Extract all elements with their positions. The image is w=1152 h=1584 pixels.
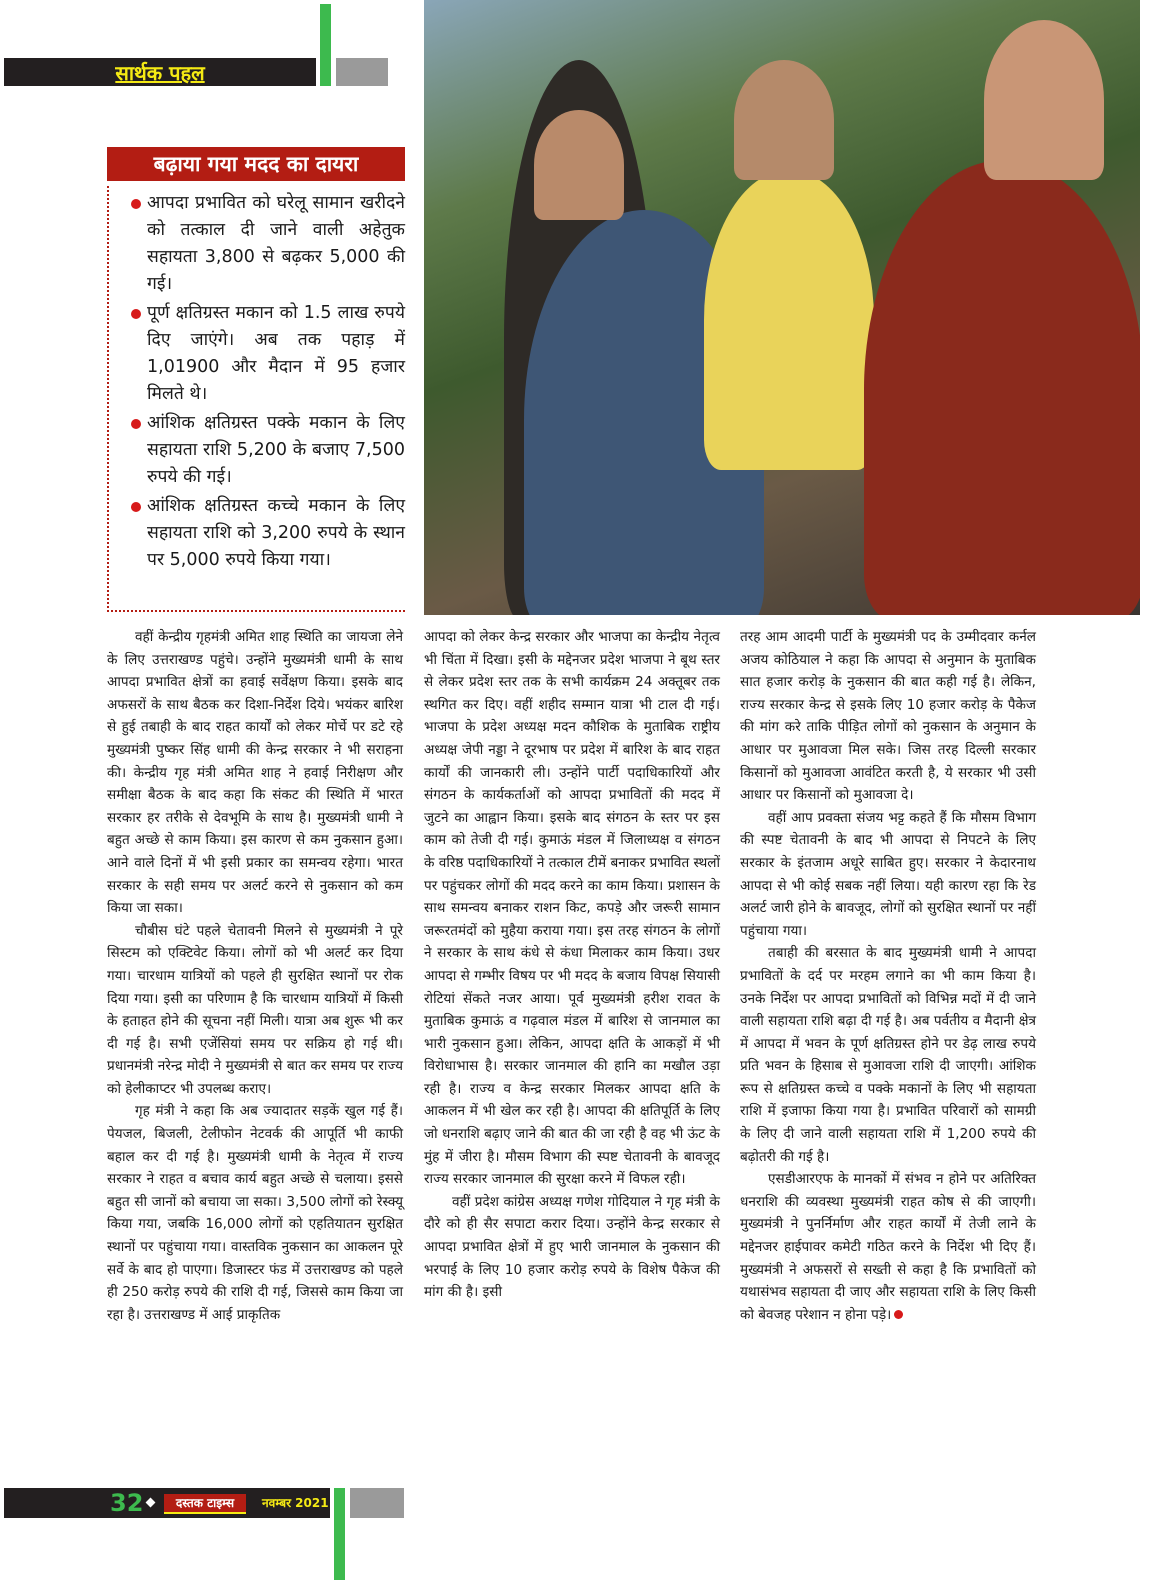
bullet-dot-icon [131, 419, 141, 429]
article-column-2 [424, 626, 720, 1304]
footer-bar [4, 1488, 330, 1518]
sidebox-bullet: आंशिक क्षतिग्रस्त पक्के मकान के लिए सहायता राशि 5,200 के बजाए 7,500 रुपये की गई। [129, 410, 405, 491]
section-header-bar [4, 58, 316, 86]
paragraph: वहीं प्रदेश कांग्रेस अध्यक्ष गणेश गोदियाल ने गृह मंत्री के दौरे को ही सैर सपाटा करार दिया। उन्होंने केन्द्र सरकार से आपदा प्रभावित क्षेत्रों में हुए भारी जानमाल के नुकसान की भरपाई के लिए 10 हजार करोड़ रुपये के विशेष पैकेज की मांग की है। इसी [424, 1193, 720, 1301]
sidebox-bullet: पूर्ण क्षतिग्रस्त मकान को 1.5 लाख रुपये दिए जाएंगे। अब तक पहाड़ में 1,01900 और मैदान में 95 हजार मिलते थे। [129, 300, 405, 408]
paragraph: एसडीआरएफ के मानकों में संभव न होने पर अतिरिक्त धनराशि की व्यवस्था मुख्यमंत्री राहत कोष से की जाएगी। मुख्यमंत्री ने पुनर्निर्माण और राहत कार्यों में तेजी लाने के मद्देनजर हाईपावर कमेटी गठित करने के निर्देश भी दिए हैं। मुख्यमंत्री ने अफसरों से सख्ती से कहा है कि प्रभावितों को यथासंभव सहायता दी जाए और सहायता राशि के लिए किसी को बेवजह परेशान न होना पड़े। [740, 1171, 1036, 1323]
end-mark-icon [894, 1310, 903, 1319]
paragraph: वहीं केन्द्रीय गृहमंत्री अमित शाह स्थिति का जायजा लेने के लिए उत्तराखण्ड पहुंचे। उन्होंने मुख्यमंत्री धामी के साथ आपदा प्रभावित क्षेत्रों का हवाई सर्वेक्षण किया। इसके बाद अफसरों के साथ बैठक कर दिशा-निर्देश दिये। भयंकर बारिश से हुई तबाही के बाद राहत कार्यों को लेकर मोर्चे पर डटे रहे मुख्यमंत्री पुष्कर सिंह धामी की केन्द्र सरकार ने भी सराहना की। केन्द्रीय गृह मंत्री अमित शाह ने हवाई निरीक्षण और समीक्षा बैठक के बाद कहा कि संकट की स्थिति में भारत सरकार हर तरीके से देवभूमि के साथ है। मुख्यमंत्री धामी ने बहुत अच्छे से काम किया। इस कारण से कम नुकसान हुआ। आने वाले दिनों में भी इसी प्रकार का समन्वय रहेगा। भारत सरकार के सही समय पर अलर्ट करने से नुकसान को कम किया जा सका। [107, 629, 403, 917]
article-photo [424, 0, 1140, 615]
paragraph: तबाही की बरसात के बाद मुख्यमंत्री धामी ने आपदा प्रभावितों के दर्द पर मरहम लगाने का भी काम किया है। उनके निर्देश पर आपदा प्रभावितों को विभिन्न मदों में दी जाने वाली सहायता राशि बढ़ा दी गई है। अब पर्वतीय व मैदानी क्षेत्र में आपदा में भवन के पूर्ण क्षतिग्रस्त होने पर डेढ़ लाख रुपये प्रति भवन के हिसाब से मुआवजा राशि दी जाएगी। आंशिक रूप से क्षतिग्रस्त कच्चे व पक्के मकानों के लिए भी सहायता राशि में इजाफा किया गया है। प्रभावित परिवारों को सामग्री के लिए दी जाने वाली सहायता राशि में 1,200 रुपये की बढ़ोतरी की गई है। [740, 945, 1036, 1165]
diamond-separator-icon [146, 1498, 156, 1508]
paragraph: आपदा को लेकर केन्द्र सरकार और भाजपा का केन्द्रीय नेतृत्व भी चिंता में दिखा। इसी के मद्देनजर प्रदेश भाजपा ने बूथ स्तर से लेकर प्रदेश स्तर तक के सभी कार्यक्रम 24 अक्तूबर तक स्थगित कर दिए। वहीं शहीद सम्मान यात्रा भी टाल दी गई। भाजपा के प्रदेश अध्यक्ष मदन कौशिक के मुताबिक राष्ट्रीय अध्यक्ष जेपी नड्डा ने दूरभाष पर प्रदेश में बारिश के बाद राहत कार्यों की जानकारी ली। उन्होंने पार्टी पदाधिकारियों और संगठन के कार्यकर्ताओं को आपदा प्रभावितों की मदद में जुटने का आह्वान किया। इसके बाद संगठन के स्तर पर इस काम को तेजी दी गई। कुमाऊं मंडल में जिलाध्यक्ष व संगठन के वरिष्ठ पदाधिकारियों ने तत्काल टीमें बनाकर प्रभावित स्थलों पर पहुंचकर लोगों की मदद करने का काम किया। प्रशासन के साथ समन्वय बनाकर राशन किट, कपड़े और जरूरी सामान जरूरतमंदों को मुहैया कराया गया। इस तरह संगठन के लोगों ने सरकार के साथ कंधे से कंधा मिलाकर काम किया। उधर आपदा से गम्भीर विषय पर भी मदद के बजाय विपक्ष सियासी रोटियां सेंकते नजर आया। पूर्व मुख्यमंत्री हरीश रावत के मुताबिक कुमाऊं व गढ़वाल मंडल में बारिश से जानमाल का भारी नुकसान हुआ। लेकिन, आपदा क्षति के आकड़ों में भी विरोधाभास है। सरकार जानमाल की हानि का मखौल उड़ा रही है। राज्य व केन्द्र सरकार मिलकर आपदा क्षति के आकलन में भी खेल कर रही है। आपदा की क्षतिपूर्ति के लिए जो धनराशि बढ़ाए जाने की बात की जा रही है वह भी ऊंट के मुंह में जीरा है। मौसम विभाग की स्पष्ट चेतावनी के बावजूद राज्य सरकार जानमाल की सुरक्षा करने में विफल रही। [424, 629, 720, 1188]
issue-date: नवम्बर 2021 [262, 1496, 329, 1510]
bullet-dot-icon [131, 502, 141, 512]
sidebox [107, 186, 405, 612]
paragraph: चौबीस घंटे पहले चेतावनी मिलने से मुख्यमंत्री ने पूरे सिस्टम को एक्टिवेट किया। लोगों को भी अलर्ट कर दिया गया। चारधाम यात्रियों को पहले ही सुरक्षित स्थानों पर रोक दिया गया। इसी का परिणाम है कि चारधाम यात्रियों में किसी के हताहत होने की सूचना नहीं मिली। यात्रा अब शुरू भी कर दी गई है। सभी एजेंसियां समय पर सक्रिय हो गई थी। प्रधानमंत्री नरेन्द्र मोदी ने मुख्यमंत्री से बात कर समय पर राज्य को हेलीकाप्टर भी उपलब्ध कराए। [107, 922, 403, 1097]
sidebox-bullet: आंशिक क्षतिग्रस्त कच्चे मकान के लिए सहायता राशि को 3,200 रुपये के स्थान पर 5,000 रुपये किया गया। [129, 493, 405, 574]
footer-gray-box [350, 1488, 404, 1518]
footer-green-bar [334, 1488, 345, 1580]
article-column-1 [107, 626, 403, 1326]
page-number: 32 [110, 1489, 144, 1517]
sidebox-bullet: आपदा प्रभावित को घरेलू सामान खरीदने को तत्काल दी जाने वाली अहेतुक सहायता 3,800 से बढ़कर 5,000 की गई। [129, 190, 405, 298]
paragraph: वहीं आप प्रवक्ता संजय भट्ट कहते हैं कि मौसम विभाग की स्पष्ट चेतावनी के बाद भी आपदा से निपटने के लिए सरकार के इंतजाम अधूरे साबित हुए। सरकार ने केदारनाथ आपदा से भी कोई सबक नहीं लिया। यही कारण रहा कि रेड अलर्ट जारी होने के बावजूद, लोगों को सुरक्षित स्थानों पर नहीं पहुंचाया गया। [740, 809, 1036, 939]
paragraph: गृह मंत्री ने कहा कि अब ज्यादातर सड़कें खुल गई हैं। पेयजल, बिजली, टेलीफोन नेटवर्क की आपूर्ति भी काफी बहाल कर दी गई है। मुख्यमंत्री धामी के नेतृत्व में राज्य सरकार ने राहत व बचाव कार्य बहुत अच्छे से चलाया। इससे बहुत सी जानों को बचाया जा सका। 3,500 लोगों को रेस्क्यू किया गया, जबकि 16,000 लोगों को एहतियातन सुरक्षित स्थानों पर पहुंचाया गया। वास्तविक नुकसान का आकलन पूरे सर्वे के बाद हो पाएगा। डिजास्टर फंड में उत्तराखण्ड को पहले ही 250 करोड़ रुपये की राशि दी गई, जिससे काम किया जा रहा है। उत्तराखण्ड में आई प्राकृतिक [107, 1103, 403, 1323]
section-title: सार्थक पहल [115, 61, 205, 85]
bullet-dot-icon [131, 309, 141, 319]
magazine-logo: दस्तक टाइम्स [164, 1494, 246, 1514]
green-accent-bar [320, 4, 331, 86]
sidebox-title: बढ़ाया गया मदद का दायरा [107, 147, 405, 181]
gray-accent-box [336, 58, 388, 86]
article-column-3 [740, 626, 1036, 1326]
bullet-dot-icon [131, 199, 141, 209]
paragraph: तरह आम आदमी पार्टी के मुख्यमंत्री पद के उम्मीदवार कर्नल अजय कोठियाल ने कहा कि आपदा से अनुमान के मुताबिक सात हजार करोड़ के नुकसान की बात कही गई है। लेकिन, राज्य सरकार केन्द्र से इसके लिए 10 हजार करोड़ के पैकेज की मांग करे ताकि पीड़ित लोगों को नुकसान के अनुमान के आधार पर मुआवजा मिल सके। जिस तरह दिल्ली सरकार किसानों को मुआवजा आवंटित करती है, ये सरकार भी उसी आधार पर किसानों को मुआवजा दे। [740, 629, 1036, 804]
